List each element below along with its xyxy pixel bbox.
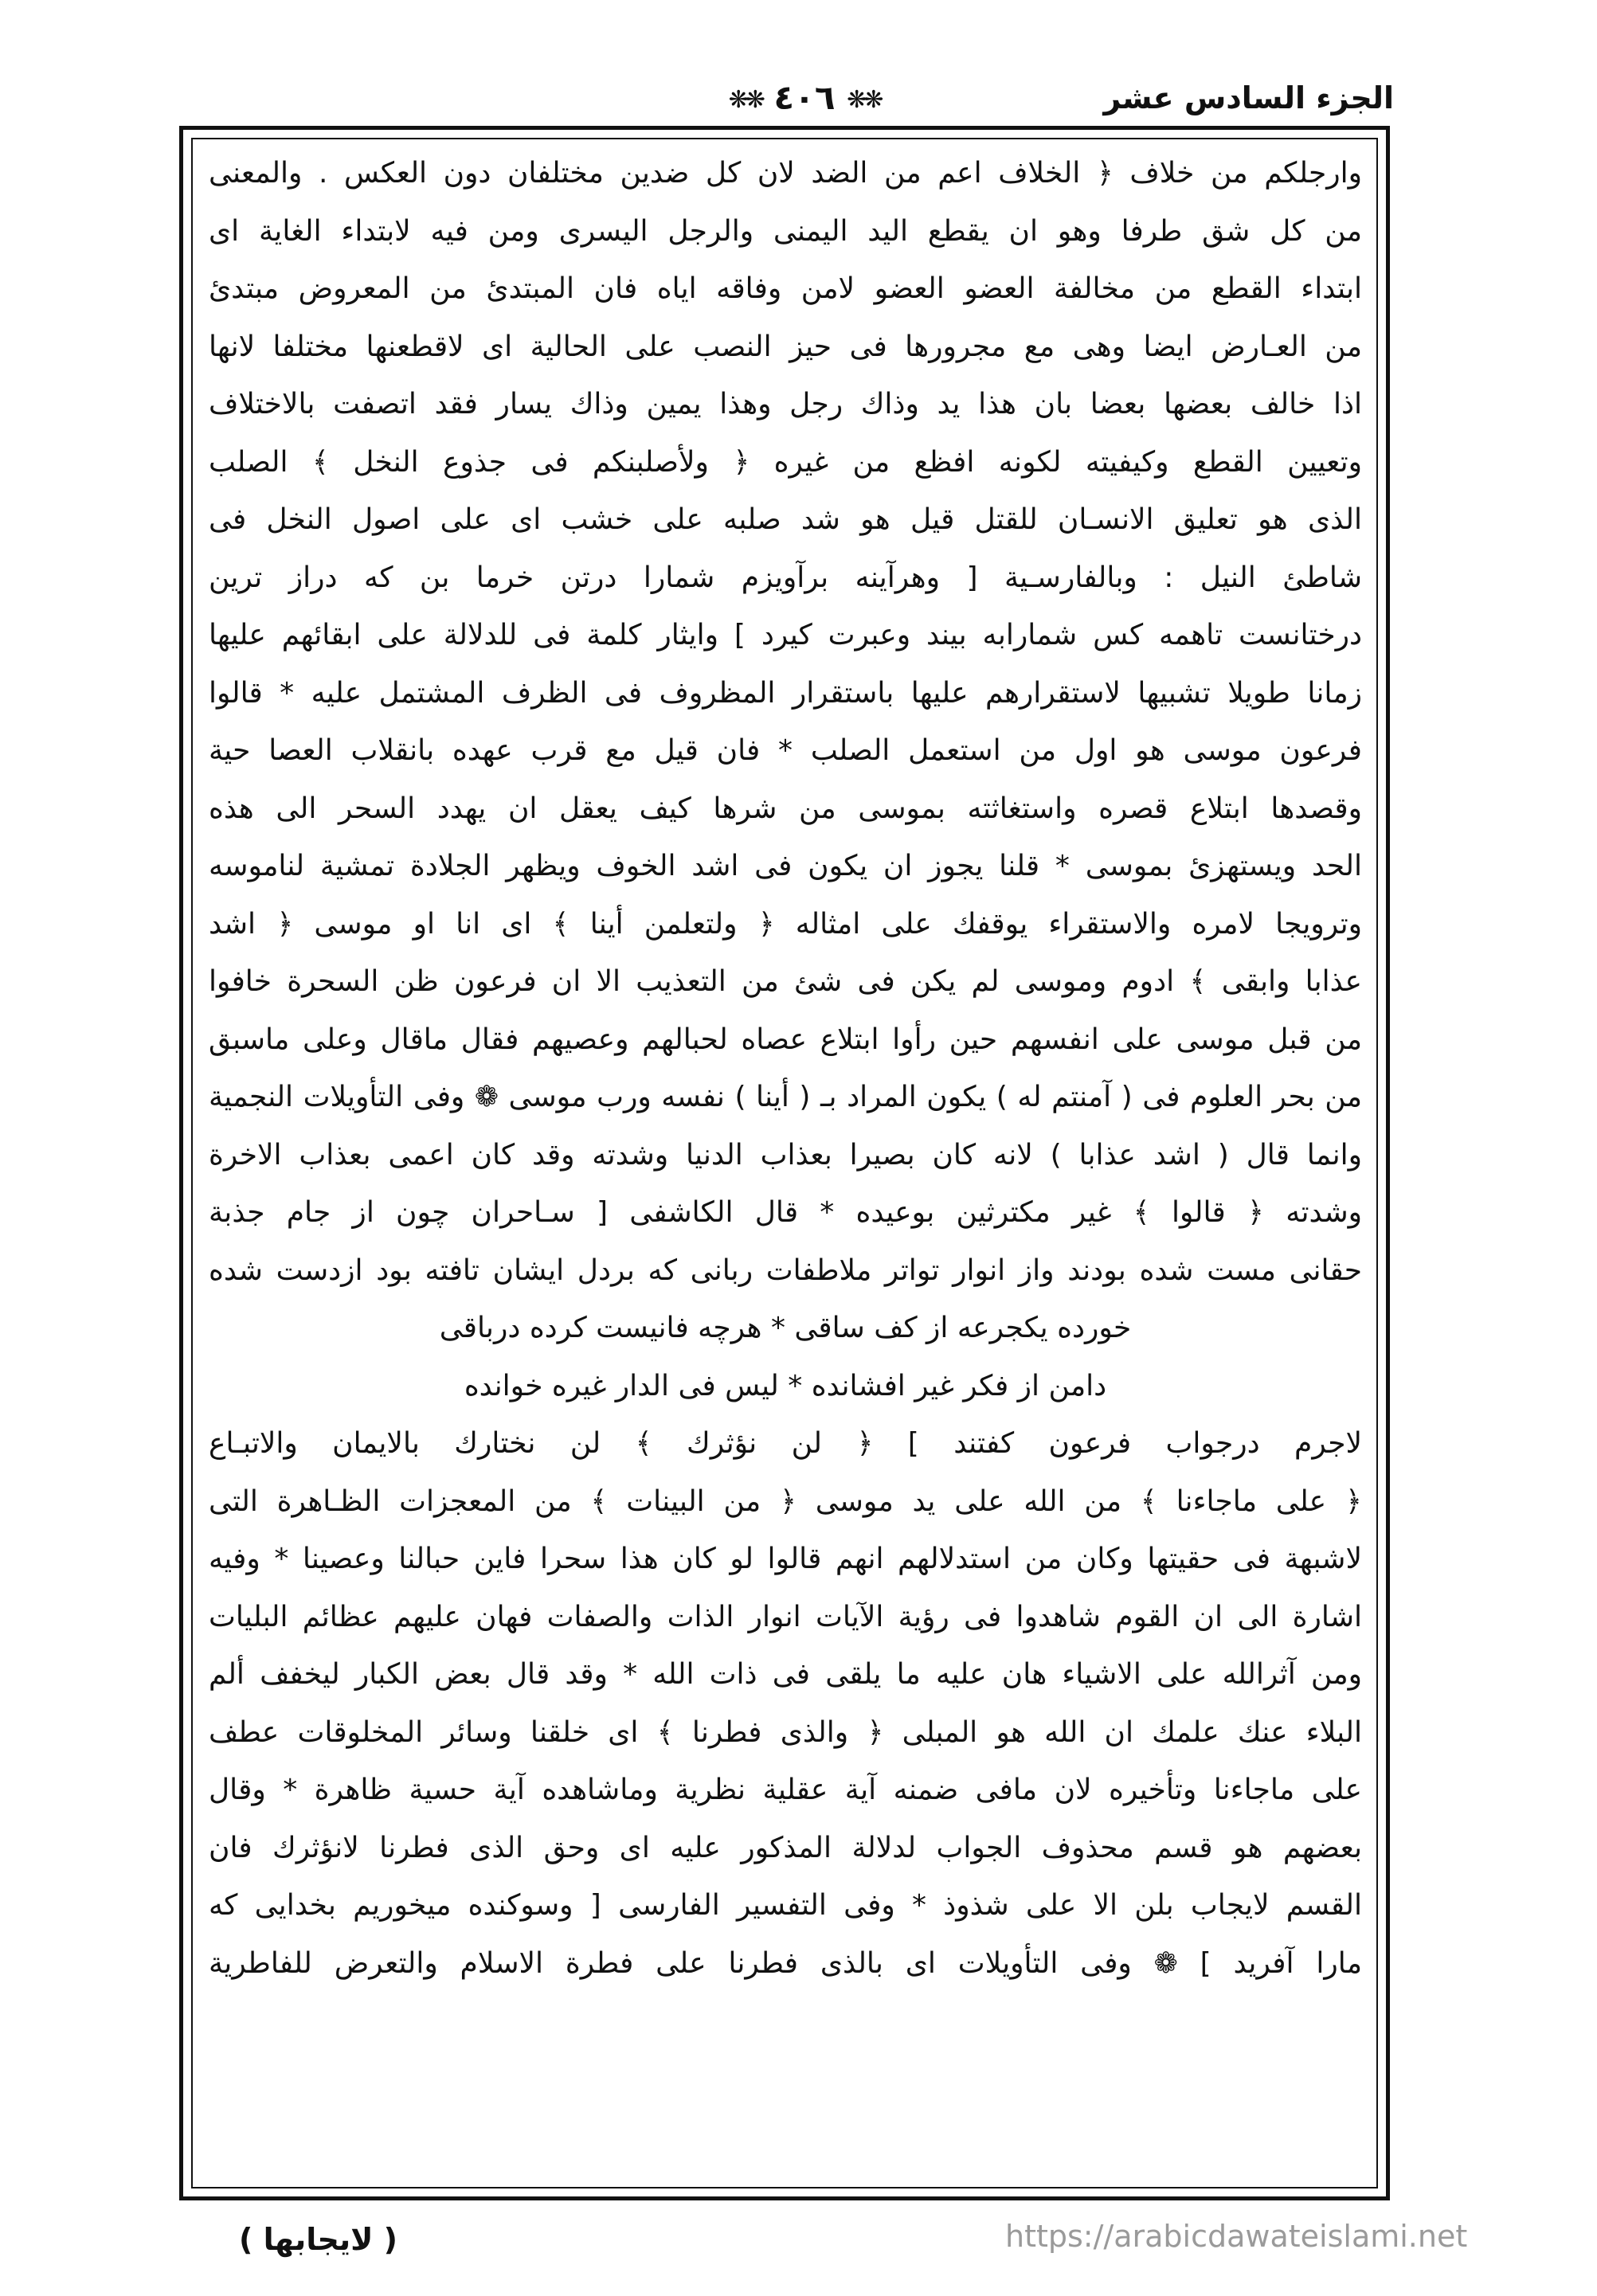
text-line: مارا آفريد ] ❁ وفى التأويلات اى بالذى فطرنا على فطرة الاسلام والتعرض للفاطرية (209, 1946, 1362, 1980)
text-line: من العـارض ايضا وهى مع مجرورها فى حيز النصب على الحالية اى لاقطعنها مختلفا لانها (209, 330, 1362, 363)
text-line: بعضهم هو قسم محذوف الجواب لدلالة المذكور عليه اى وحق الذى فطرنا لانؤثرك فان (209, 1831, 1362, 1864)
text-line: على ماجاءنا وتأخيره لان مافى ضمنه آية عقلية نظرية وماشاهده آية حسية ظاهرة * وقال (209, 1774, 1362, 1806)
page-number-block (701, 70, 908, 128)
text-line: وترويجا لامره والاستقراء يوقفك على امثاله ﴿ ولتعلمن أينا ﴾ اى انا او موسى ﴿ اشد (209, 907, 1362, 941)
poem-verse: خورده يكجرعه از كف ساقى * هرچه فانيست كرده درباقى (439, 1312, 1132, 1344)
text-line: وتعيين القطع وكيفيته لكونه افظع من غيره ﴿ ولأصلبنكم فى جذوع النخل ﴾ الصلب (209, 445, 1362, 479)
text-line: من كل شق طرفا وهو ان يقطع اليد اليمنى والرجل اليسرى ومن فيه لابتداء الغاية اى (209, 214, 1362, 248)
ornament-right-icon: ❋❋ (847, 85, 881, 114)
text-line: حقانى مست شده بودند واز انوار تواتر ملاطفات ربانى كه بردل ايشان تافته بود ازدست شده (209, 1254, 1362, 1287)
text-line: من بحر العلوم فى ( آمنتم له ) يكون المراد بـ ( أينا ) نفسه ورب موسى ❁ وفى التأويلات النجمية (209, 1081, 1362, 1113)
text-line: ابتداء القطع من مخالفة العضو العضو لامن وفاقه اياه فان المبتدئ من المعروض مبتدئ (209, 272, 1362, 305)
text-line: درختانست تاهمه كس شمارابه بيند وعبرت كيرد ] وايثار كلمة فى للدلالة على ابقائهم عليها (209, 619, 1362, 651)
text-line: ﴿ على ماجاءنا ﴾ من الله على يد موسى ﴿ من البينات ﴾ من المعجزات الظـاهرة التى (209, 1484, 1362, 1518)
part-title: الجزء السادس عشر (1103, 80, 1394, 115)
text-line: لاجرم درجواب فرعون كفتند ] ﴿ لن نؤثرك ﴾ لن نختارك بالايمان والاتبـاع (209, 1427, 1362, 1460)
watermark-url: https://arabicdawateislami.net (1005, 2219, 1468, 2254)
text-line: وارجلكم من خلاف ﴿ الخلاف اعم من الضد لان كل ضدين مختلفان دون العكس . والمعنى (209, 157, 1362, 190)
text-line: البلاء عنك علمك ان الله هو المبلى ﴿ والذى فطرنا ﴾ اى خلقنا وسائر المخلوقات عطف (209, 1715, 1362, 1749)
ornament-left-icon: ❋❋ (728, 85, 762, 114)
text-line: شاطئ النيل : وبالفارسـية [ وهرآينه برآويزم شمارا درتن خرما بن كه دراز ترين (209, 561, 1362, 594)
running-header (183, 70, 1394, 126)
text-line: القسم لايجاب بلن الا على شذوذ * وفى التفسير الفارسى [ وسوكنده ميخوريم بخدايى كه (209, 1889, 1362, 1922)
text-line: الحد ويستهزئ بموسى * قلنا يجوز ان يكون فى اشد الخوف ويظهر الجلادة تمشية لناموسه (209, 850, 1362, 882)
text-line: اشارة الى ان القوم شاهدوا فى رؤية الآيات انوار الذات والصفات فهان عليهم عظائم البليات (209, 1600, 1362, 1633)
poem-verse: دامن از فكر غير افشانده * ليس فى الدار غيره خوانده (464, 1369, 1107, 1402)
text-line: وانما قال ( اشد عذابا ) لانه كان بصيرا بعذاب الدنيا وشدته وقد كان اعمى بعذاب الاخرة (209, 1138, 1362, 1171)
text-line: عذابا وابقى ﴾ ادوم وموسى لم يكن فى شئ من التعذيب الا ان فرعون ظن السحرة خافوا (209, 965, 1362, 998)
text-line: لاشبهة فى حقيتها وكان من استدلالهم انهم قالوا لو كان هذا سحرا فاين حبالنا وعصينا * وفيه (209, 1543, 1362, 1575)
text-line: من قبل موسى على انفسهم حين رأوا ابتلاع عصاه لحبالهم وعصيهم فقال ماقال وعلى ماسبق (209, 1023, 1362, 1056)
text-line: الذى هو تعليق الانسـان للقتل قيل هو شد صلبه على خشب اى على اصول النخل فى (209, 503, 1362, 536)
catchword: ( لايجابها ) (239, 2222, 398, 2257)
text-line: وشدته ﴿ قالوا ﴾ غير مكترثين بوعيده * قال الكاشفى [ سـاحران چون از جام جذبة (209, 1196, 1362, 1229)
main-text-block (209, 145, 1362, 1993)
text-line: زمانا طويلا تشبيها لاستقرارهم عليها باستقرار المظروف فى الظرف المشتمل عليه * قالوا (209, 676, 1362, 710)
text-line: وقصدها ابتلاع قصره واستغاثته بموسى من شرها كيف يعقل ان يهدد السحر الى هذه (209, 792, 1362, 825)
text-line: اذا خالف بعضها بعضا بان هذا يد وذاك رجل وهذا يمين وذاك يسار فقد اتصفت بالاختلاف (209, 388, 1362, 420)
text-line: ومن آثرالله على الاشياء هان عليه ما يلقى فى ذات الله * وقد قال بعض الكبار ليخفف ألم (209, 1658, 1362, 1691)
text-line: فرعون موسى هو اول من استعمل الصلب * فان قيل مع قرب عهده بانقلاب العصا حية (209, 734, 1362, 767)
page-number: ٤٠٦ (773, 78, 836, 117)
